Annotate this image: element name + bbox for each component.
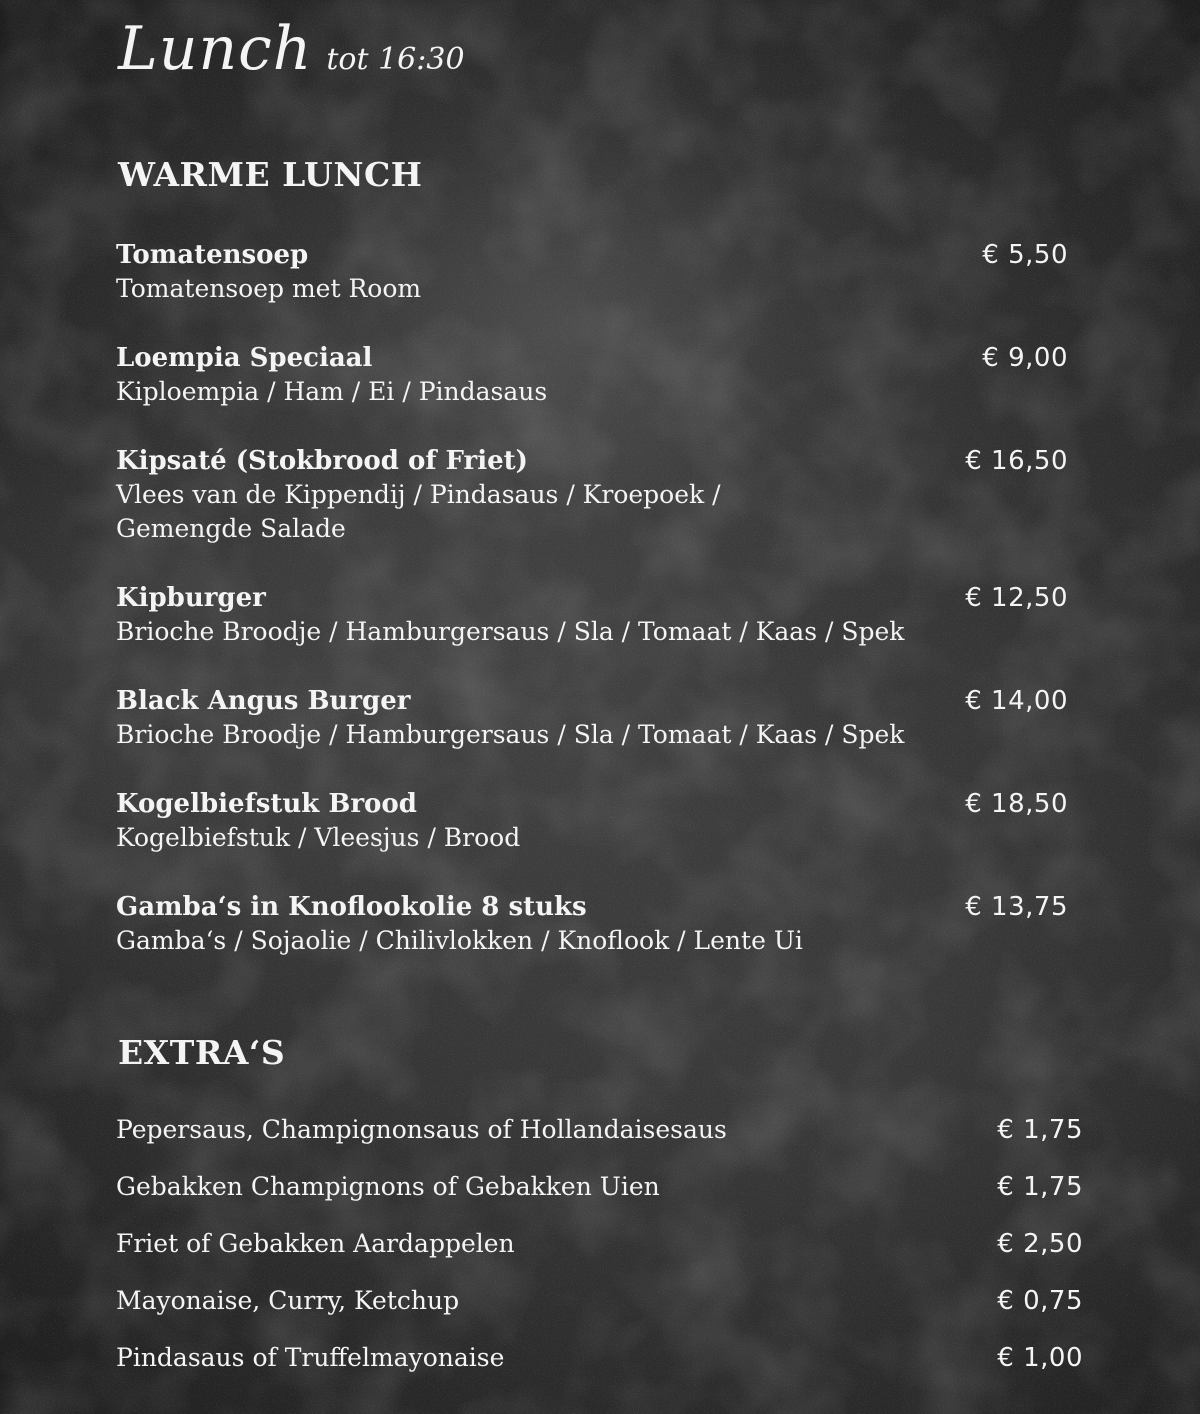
- menu-item-name: Loempia Speciaal: [116, 343, 373, 373]
- page-title: Lunch: [118, 14, 313, 84]
- extra-item: [116, 1170, 1083, 1204]
- menu-item-price: € 5,50: [982, 240, 1068, 270]
- menu-item-price: € 14,00: [965, 686, 1068, 716]
- menu-item: [116, 581, 1068, 649]
- extra-item-name: Pindasaus of Truffelmayonaise: [116, 1343, 505, 1372]
- extra-item-price: € 1,75: [997, 1115, 1083, 1145]
- menu-item-name: Kogelbiefstuk Brood: [116, 789, 417, 819]
- menu-item: [116, 238, 1068, 306]
- menu-item-description: Tomatensoep met Room: [116, 274, 422, 303]
- menu-item-description: Brioche Broodje / Hamburgersaus / Sla / Tomaat / Kaas / Spek: [116, 720, 905, 749]
- extra-item: [116, 1227, 1083, 1261]
- menu-item-description: Vlees van de Kippendij / Pindasaus / Kroepoek / Gemengde Salade: [116, 480, 721, 543]
- extra-item-name: Gebakken Champignons of Gebakken Uien: [116, 1172, 660, 1201]
- menu-item-name: Tomatensoep: [116, 240, 309, 270]
- page-subtitle: tot 16:30: [326, 42, 465, 77]
- menu-item: [116, 787, 1068, 855]
- menu-item-price: € 9,00: [982, 343, 1068, 373]
- menu-item-price: € 18,50: [965, 789, 1068, 819]
- menu-item-name: Kipsaté (Stokbrood of Friet): [116, 446, 528, 476]
- extra-item-name: Mayonaise, Curry, Ketchup: [116, 1286, 460, 1315]
- menu-item-name: Kipburger: [116, 583, 266, 613]
- menu-item-price: € 16,50: [965, 446, 1068, 476]
- menu-item: [116, 890, 1068, 958]
- menu-item-description: Kogelbiefstuk / Vleesjus / Brood: [116, 823, 521, 852]
- extra-item-price: € 2,50: [997, 1229, 1083, 1259]
- menu-item-description: Brioche Broodje / Hamburgersaus / Sla / Tomaat / Kaas / Spek: [116, 617, 905, 646]
- menu-item: [116, 341, 1068, 409]
- extra-item: [116, 1341, 1083, 1375]
- extra-item-name: Pepersaus, Champignonsaus of Hollandaisesaus: [116, 1115, 727, 1144]
- extra-item: [116, 1113, 1083, 1147]
- section-heading-warme-lunch: WARME LUNCH: [118, 155, 423, 194]
- menu-item-name: Black Angus Burger: [116, 686, 411, 716]
- extra-item-price: € 1,00: [997, 1343, 1083, 1373]
- menu-item-price: € 13,75: [965, 892, 1068, 922]
- menu-item: [116, 684, 1068, 752]
- extra-item-name: Friet of Gebakken Aardappelen: [116, 1229, 515, 1258]
- menu-item: [116, 444, 1068, 546]
- section-heading-extras: EXTRA‘S: [118, 1033, 286, 1072]
- menu-item-description: Kiploempia / Ham / Ei / Pindasaus: [116, 377, 548, 406]
- extra-item-price: € 0,75: [997, 1286, 1083, 1316]
- menu-title: [118, 14, 465, 84]
- extra-item-price: € 1,75: [997, 1172, 1083, 1202]
- menu-item-description: Gamba‘s / Sojaolie / Chilivlokken / Knoflook / Lente Ui: [116, 926, 803, 955]
- menu-item-name: Gamba‘s in Knoflookolie 8 stuks: [116, 892, 587, 922]
- menu-item-price: € 12,50: [965, 583, 1068, 613]
- extra-item: [116, 1284, 1083, 1318]
